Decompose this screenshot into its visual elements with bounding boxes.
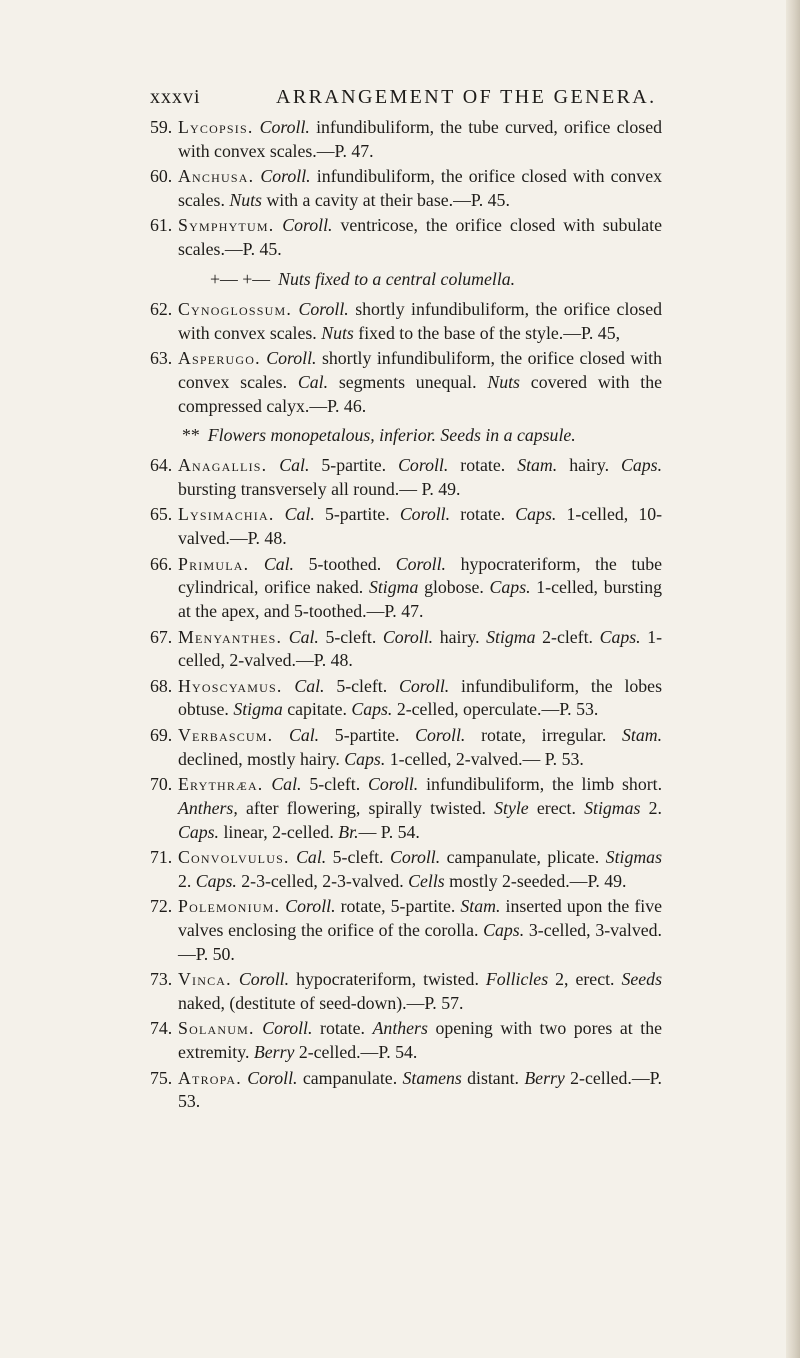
genus-name: Anagallis. bbox=[178, 455, 268, 476]
genus-name: Lysimachia. bbox=[178, 504, 275, 525]
running-title: ARRANGEMENT OF THE GENERA. bbox=[276, 86, 657, 108]
term: Caps. bbox=[621, 455, 663, 476]
term: Cells bbox=[408, 870, 445, 891]
term: Coroll. bbox=[285, 896, 336, 917]
entry-69 bbox=[150, 724, 662, 772]
description: 1-celled, 2-valved.— P. 53. bbox=[389, 748, 584, 769]
description: 2-celled.—P. 53. bbox=[178, 1067, 663, 1112]
term: Cal. bbox=[294, 675, 325, 696]
entry-number: 67. bbox=[150, 626, 173, 647]
description: bursting transversely all round.— P. 49. bbox=[178, 478, 461, 499]
subheading-text: Flowers monopetalous, inferior. Seeds in a capsule. bbox=[207, 425, 576, 446]
entry-number: 68. bbox=[150, 675, 173, 696]
description: covered with the compressed calyx.—P. 46. bbox=[178, 371, 663, 416]
term: Nuts bbox=[487, 371, 520, 392]
entry-74 bbox=[150, 1017, 662, 1065]
term: Caps. bbox=[483, 920, 525, 941]
description: infundibuliform, the limb short. bbox=[426, 774, 663, 795]
entry-64 bbox=[150, 454, 662, 502]
description: globose. bbox=[424, 577, 484, 598]
description: naked, (destitute of seed-down).—P. 57. bbox=[178, 993, 464, 1014]
term: Coroll. bbox=[298, 298, 349, 319]
term: Coroll. bbox=[395, 553, 446, 574]
entry-number: 69. bbox=[150, 724, 173, 745]
entry-61 bbox=[150, 214, 662, 262]
term: Coroll. bbox=[415, 724, 466, 745]
genus-name: Solanum. bbox=[178, 1018, 255, 1039]
description: 5-cleft. bbox=[336, 675, 388, 696]
term: Berry bbox=[524, 1067, 565, 1088]
description: 1-celled, 10-valved.—P. 48. bbox=[178, 504, 663, 549]
term: Coroll. bbox=[260, 166, 311, 187]
section-subheading-columella bbox=[150, 268, 662, 292]
description: infundibuliform, the tube curved, orifice closed with convex scales.—P. 47. bbox=[178, 117, 662, 161]
term: Coroll. bbox=[266, 347, 317, 368]
description: 5-cleft. bbox=[332, 847, 384, 868]
description: 2, erect. bbox=[555, 969, 615, 990]
term: Coroll. bbox=[282, 215, 333, 236]
description: hairy. bbox=[569, 455, 610, 476]
entry-66 bbox=[150, 553, 662, 624]
description: 1-celled, bursting at the apex, and 5-toothed.—P. 47. bbox=[178, 577, 662, 622]
entry-71 bbox=[150, 846, 662, 894]
description: capitate. bbox=[287, 699, 347, 720]
term: Nuts bbox=[321, 322, 354, 343]
description: with a cavity at their base.—P. 45. bbox=[266, 189, 510, 210]
description: inserted upon the five valves enclosing the orifice of the corolla. bbox=[178, 896, 662, 941]
entry-number: 70. bbox=[150, 774, 173, 795]
description: rotate, irregular. bbox=[481, 724, 607, 745]
term: Stamens bbox=[402, 1067, 462, 1088]
page-number: xxxvi bbox=[150, 86, 201, 108]
description: rotate, 5-partite. bbox=[340, 896, 456, 917]
page-header bbox=[150, 86, 680, 110]
entry-65 bbox=[150, 503, 662, 551]
term: Cal. bbox=[284, 504, 315, 525]
description: hairy. bbox=[439, 626, 480, 647]
entry-75 bbox=[150, 1067, 662, 1115]
description: 2-celled, operculate.—P. 53. bbox=[396, 699, 599, 720]
description: segments unequal. bbox=[338, 371, 477, 392]
term: Caps. bbox=[178, 821, 220, 842]
term: Cal. bbox=[279, 455, 310, 476]
term: Style bbox=[494, 797, 529, 818]
description: erect. bbox=[536, 797, 576, 818]
description: infundibuliform, the lobes obtuse. bbox=[178, 675, 662, 720]
term: Coroll. bbox=[247, 1067, 298, 1088]
description: hypocrateriform, twisted. bbox=[296, 969, 479, 990]
term: Cal. bbox=[297, 371, 329, 392]
genus-name: Primula. bbox=[178, 553, 250, 574]
term: Br. bbox=[338, 821, 359, 842]
description: opening with two pores at the extremity. bbox=[178, 1018, 663, 1063]
term: Berry bbox=[253, 1042, 295, 1063]
description: infundibuliform, the orifice closed with convex scales. bbox=[178, 166, 662, 210]
entry-number: 64. bbox=[150, 455, 173, 476]
genus-name: Asperugo. bbox=[178, 347, 261, 368]
description: 5-toothed. bbox=[308, 553, 382, 574]
entry-72 bbox=[150, 895, 662, 966]
term: Coroll. bbox=[398, 675, 450, 696]
term: Nuts bbox=[229, 189, 262, 210]
term: Caps. bbox=[489, 577, 531, 598]
genus-name: Symphytum. bbox=[178, 215, 275, 236]
entry-63 bbox=[150, 347, 662, 418]
description: 5-cleft. bbox=[325, 626, 377, 647]
description: rotate. bbox=[460, 455, 506, 476]
entry-number: 75. bbox=[150, 1067, 173, 1088]
entry-number: 71. bbox=[150, 847, 173, 868]
description: ventricose, the orifice closed with subulate scales.—P. 45. bbox=[178, 215, 662, 260]
term: Stam. bbox=[517, 455, 558, 476]
description: hypocrateriform, the tube cylindrical, orifice naked. bbox=[178, 553, 663, 598]
entry-59 bbox=[150, 116, 662, 164]
description: 2-celled.—P. 54. bbox=[298, 1042, 418, 1063]
description: 5-partite. bbox=[334, 724, 400, 745]
term: Cal. bbox=[288, 724, 320, 745]
term: Coroll. bbox=[262, 1018, 313, 1039]
subheading-text: Nuts fixed to a central columella. bbox=[278, 268, 516, 289]
description: 5-cleft. bbox=[309, 774, 361, 795]
description: 2. bbox=[178, 870, 192, 891]
genus-name: Cynoglossum. bbox=[178, 298, 293, 319]
genus-name: Hyoscyamus. bbox=[178, 675, 283, 696]
description: rotate. bbox=[320, 1018, 365, 1039]
term: Anthers bbox=[372, 1018, 428, 1039]
genus-name: Vinca. bbox=[178, 969, 232, 990]
description: campanulate, plicate. bbox=[446, 847, 600, 868]
genus-name: Erythræa. bbox=[178, 774, 264, 795]
entry-number: 59. bbox=[150, 117, 173, 137]
description: declined, mostly hairy. bbox=[178, 748, 340, 769]
entry-number: 73. bbox=[150, 969, 173, 990]
genus-name: Anchusa. bbox=[178, 166, 255, 187]
genus-name: Convolvulus. bbox=[178, 847, 290, 868]
entry-67 bbox=[150, 626, 662, 674]
term: Follicles bbox=[485, 969, 549, 990]
term: Caps. bbox=[515, 504, 557, 525]
entry-62 bbox=[150, 298, 662, 346]
description: shortly infundibuliform, the orifice closed with convex scales. bbox=[178, 347, 662, 392]
entry-number: 66. bbox=[150, 553, 173, 574]
term: Cal. bbox=[296, 847, 327, 868]
section-mark: ** bbox=[182, 425, 200, 446]
description: linear, 2-celled. bbox=[223, 821, 334, 842]
term: Caps. bbox=[344, 748, 386, 769]
entry-number: 61. bbox=[150, 215, 173, 236]
description: 2-3-celled, 2-3-valved. bbox=[241, 870, 404, 891]
description: 2-cleft. bbox=[542, 626, 593, 647]
description: campanulate. bbox=[302, 1067, 398, 1088]
description: distant. bbox=[467, 1067, 519, 1088]
entry-number: 72. bbox=[150, 896, 173, 917]
entry-70 bbox=[150, 773, 662, 844]
entry-number: 60. bbox=[150, 166, 173, 187]
term: Stigmas bbox=[584, 797, 641, 818]
description: 5-partite. bbox=[324, 504, 390, 525]
description: shortly infundibuliform, the orifice closed with convex scales. bbox=[178, 298, 662, 343]
term: Coroll. bbox=[238, 969, 290, 990]
section-subheading-monopetalous bbox=[150, 424, 662, 448]
description: 5-partite. bbox=[321, 455, 387, 476]
term: Cal. bbox=[271, 774, 302, 795]
term: Coroll. bbox=[259, 117, 310, 137]
term: Stam. bbox=[622, 724, 663, 745]
term: Cal. bbox=[288, 626, 319, 647]
term: Stigmas bbox=[605, 847, 662, 868]
term: Coroll. bbox=[398, 455, 449, 476]
term: Coroll. bbox=[389, 847, 441, 868]
entry-number: 63. bbox=[150, 347, 173, 368]
term: Caps. bbox=[351, 699, 393, 720]
description: — P. 54. bbox=[358, 821, 420, 842]
term: Anthers, bbox=[178, 797, 238, 818]
entry-73 bbox=[150, 968, 662, 1016]
genus-name: Atropa. bbox=[178, 1067, 242, 1088]
entry-68 bbox=[150, 675, 662, 723]
description: mostly 2-seeded.—P. 49. bbox=[449, 870, 627, 891]
description: after flowering, spirally twisted. bbox=[245, 797, 486, 818]
genus-name: Polemonium. bbox=[178, 896, 281, 917]
term: Stigma bbox=[368, 577, 419, 598]
term: Seeds bbox=[621, 969, 662, 990]
description: fixed to the base of the style.—P. 45, bbox=[358, 322, 621, 343]
entry-60 bbox=[150, 165, 662, 213]
term: Stam. bbox=[460, 896, 501, 917]
term: Caps. bbox=[599, 626, 641, 647]
description: rotate. bbox=[460, 504, 506, 525]
description: 1-celled, 2-valved.—P. 48. bbox=[178, 626, 662, 671]
term: Cal. bbox=[263, 553, 294, 574]
section-mark: +— +— bbox=[210, 268, 271, 289]
entry-number: 65. bbox=[150, 504, 173, 525]
term: Coroll. bbox=[382, 626, 434, 647]
term: Coroll. bbox=[399, 504, 451, 525]
entry-number: 62. bbox=[150, 298, 173, 319]
description: 3-celled, 3-valved.—P. 50. bbox=[178, 920, 662, 964]
entry-number: 74. bbox=[150, 1018, 173, 1039]
description: 2. bbox=[648, 797, 662, 818]
term: Stigma bbox=[233, 699, 283, 720]
term: Coroll. bbox=[368, 774, 419, 795]
term: Stigma bbox=[486, 626, 536, 647]
term: Caps. bbox=[195, 870, 237, 891]
genus-name: Verbascum. bbox=[178, 724, 274, 745]
genera-list bbox=[150, 116, 662, 1116]
genus-name: Lycopsis. bbox=[178, 117, 254, 137]
genus-name: Menyanthes. bbox=[178, 626, 283, 647]
